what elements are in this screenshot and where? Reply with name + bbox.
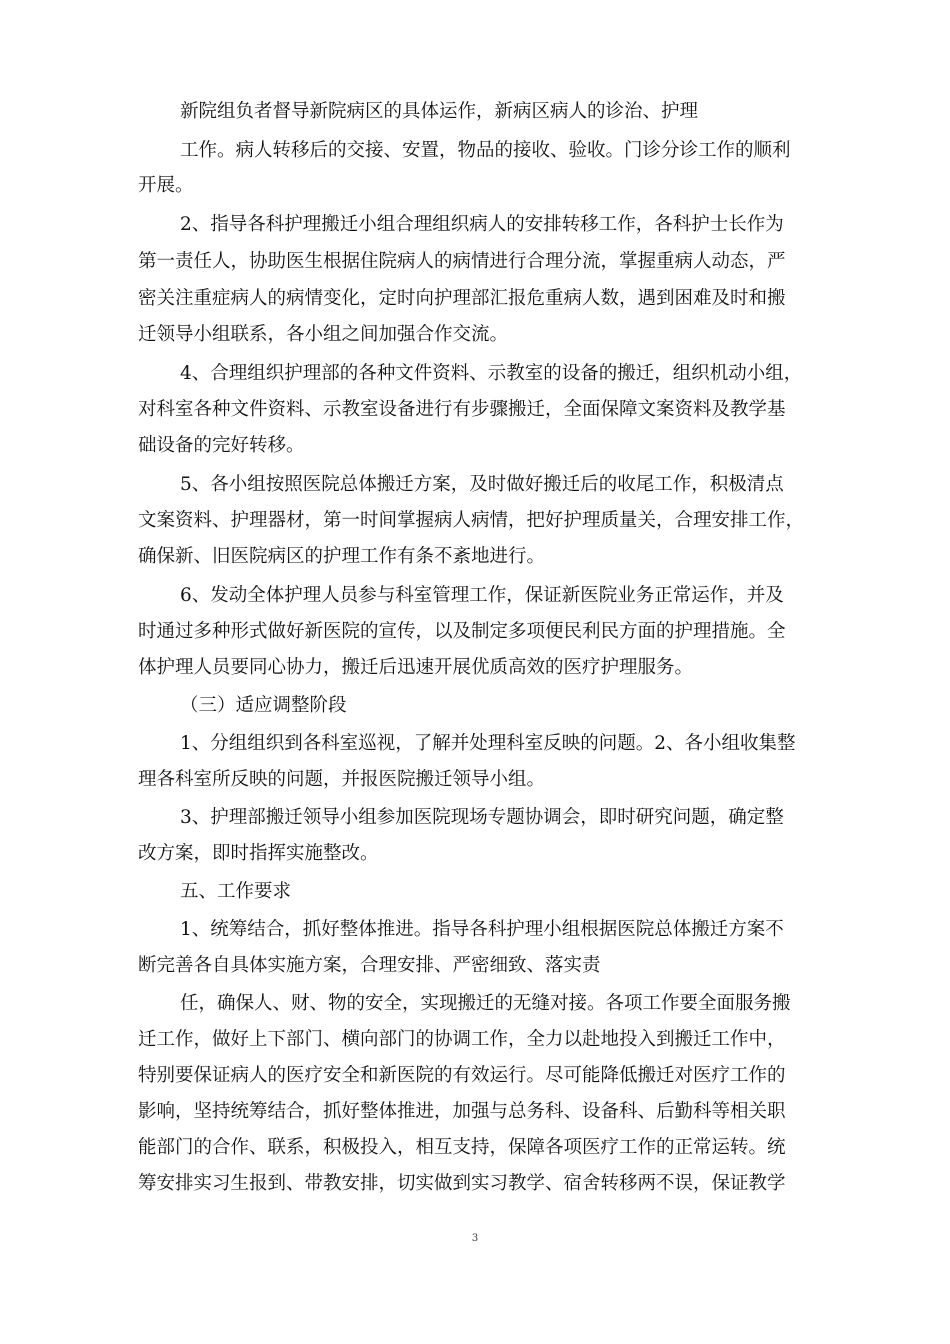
text-line: 文案资料、护理器材，第一时间掌握病人病情，把好护理质量关，合理安排工作， (138, 510, 805, 531)
text-line: 1、统筹结合，抓好整体推进。指导各科护理小组根据医院总体搬迁方案不 (180, 919, 784, 940)
text-line: 理各科室所反映的问题，并报医院搬迁领导小组。 (138, 769, 546, 790)
text-line: 开展。 (138, 175, 194, 196)
text-line: 任，确保人、财、物的安全，实现搬迁的无缝对接。各项工作要全面服务搬 (180, 993, 791, 1014)
text-line: 影响，坚持统筹结合，抓好整体推进，加强与总务科、设备科、后勤科等相关职 (138, 1101, 786, 1122)
text-line: 6、发动全体护理人员参与科室管理工作，保证新医院业务正常运作，并及 (180, 585, 784, 606)
text-line: 改方案，即时指挥实施整改。 (138, 843, 379, 864)
text-line: 体护理人员要同心协力，搬迁后迅速开展优质高效的医疗护理服务。 (138, 657, 694, 678)
text-line: 时通过多种形式做好新医院的宣传，以及制定多项便民利民方面的护理措施。全 (138, 621, 786, 642)
text-line: 筹安排实习生报到、带教安排，切实做到实习教学、宿舍转移两不误，保证教学 (138, 1173, 786, 1194)
text-line: 新院组负者督导新院病区的具体运作，新病区病人的诊治、护理 (180, 101, 699, 122)
text-line: 2、指导各科护理搬迁小组合理组织病人的安排转移工作，各科护士长作为 (180, 214, 784, 235)
text-line: 迁领导小组联系，各小组之间加强合作交流。 (138, 324, 509, 345)
text-line: 密关注重症病人的病情变化，定时向护理部汇报危重病人数，遇到困难及时和搬 (138, 288, 786, 309)
text-line: 工作。病人转移后的交接、安置，物品的接收、验收。门诊分诊工作的顺利 (180, 140, 791, 161)
text-line: 五、工作要求 (180, 881, 292, 902)
text-line: （三）适应调整阶段 (180, 695, 347, 716)
text-line: 第一责任人，协助医生根据住院病人的病情进行合理分流，掌握重病人动态，严 (138, 251, 786, 272)
text-line: 特别要保证病人的医疗安全和新医院的有效运行。尽可能降低搬迁对医疗工作的 (138, 1065, 786, 1086)
text-line: 础设备的完好转移。 (138, 435, 305, 456)
text-line: 断完善各自具体实施方案，合理安排、严密细致、落实责 (138, 955, 601, 976)
text-line: 3、护理部搬迁领导小组参加医院现场专题协调会，即时研究问题，确定整 (180, 807, 784, 828)
text-line: 4、合理组织护理部的各种文件资料、示教室的设备的搬迁，组织机动小组， (180, 363, 803, 384)
text-line: 迁工作，做好上下部门、横向部门的协调工作，全力以赴地投入到搬迁工作中， (138, 1029, 786, 1050)
text-line: 对科室各种文件资料、示教室设备进行有步骤搬迁，全面保障文案资料及教学基 (138, 399, 786, 420)
text-line: 5、各小组按照医院总体搬迁方案，及时做好搬迁后的收尾工作，积极清点 (180, 474, 784, 495)
text-line: 能部门的合作、联系，积极投入，相互支持，保障各项医疗工作的正常运转。统 (138, 1137, 786, 1158)
text-line: 确保新、旧医院病区的护理工作有条不紊地进行。 (138, 546, 546, 567)
text-line: 1、分组组织到各科室巡视，了解并处理科室反映的问题。2、各小组收集整 (180, 733, 796, 754)
page-number: 3 (471, 1233, 479, 1244)
